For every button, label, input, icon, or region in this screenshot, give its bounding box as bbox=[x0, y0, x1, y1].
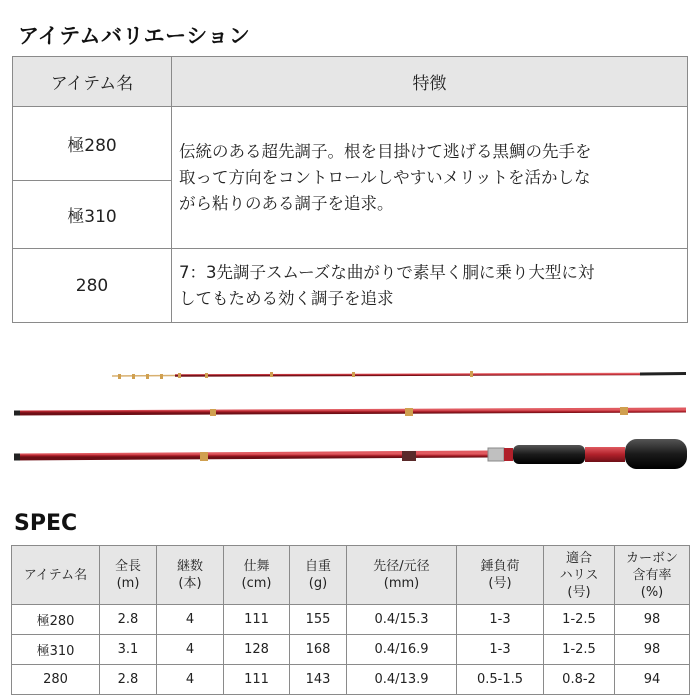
spec-cell: 2.8 bbox=[100, 665, 157, 695]
desc-line: 取って方向をコントロールしやすいメリットを活かしな bbox=[179, 167, 591, 187]
spec-cell: 2.8 bbox=[100, 605, 157, 635]
col-item-name: アイテム名 bbox=[13, 57, 172, 107]
spec-heading: SPEC bbox=[14, 511, 78, 536]
variation-row bbox=[13, 249, 688, 323]
desc-line: してもためる効く調子を追求 bbox=[179, 288, 394, 308]
item-name: 極280 bbox=[13, 107, 172, 181]
spec-col-carbon: カーボン 含有率 (%) bbox=[615, 546, 690, 605]
spec-row bbox=[12, 635, 690, 665]
spec-table bbox=[11, 545, 690, 695]
spec-cell: 4 bbox=[157, 665, 224, 695]
rod-tip-section bbox=[112, 371, 686, 379]
spec-cell: 0.4/15.3 bbox=[347, 605, 457, 635]
spec-col-diameter: 先径/元径 (mm) bbox=[347, 546, 457, 605]
spec-col-leader: 適合 ハリス (号) bbox=[544, 546, 615, 605]
spec-cell: 0.5-1.5 bbox=[457, 665, 544, 695]
spec-col-item-name: アイテム名 bbox=[12, 546, 100, 605]
spec-cell: 4 bbox=[157, 605, 224, 635]
rod-butt-section bbox=[14, 439, 687, 469]
spec-cell: 111 bbox=[224, 605, 290, 635]
rod-image bbox=[0, 360, 700, 470]
col-feature: 特徴 bbox=[172, 57, 688, 107]
desc-line: 7：3先調子スムーズな曲がりで素早く胴に乗り大型に対 bbox=[179, 262, 595, 282]
spec-cell: 111 bbox=[224, 665, 290, 695]
spec-cell: 128 bbox=[224, 635, 290, 665]
feature-description bbox=[172, 249, 688, 323]
spec-cell: 0.4/13.9 bbox=[347, 665, 457, 695]
variation-heading: アイテムバリエーション bbox=[18, 24, 251, 48]
rod-middle-section bbox=[14, 407, 686, 416]
spec-cell: 4 bbox=[157, 635, 224, 665]
spec-cell: 168 bbox=[290, 635, 347, 665]
spec-row bbox=[12, 605, 690, 635]
spec-header-row bbox=[12, 546, 690, 605]
spec-cell: 極280 bbox=[12, 605, 100, 635]
spec-cell: 155 bbox=[290, 605, 347, 635]
spec-col-sections: 継数 (本) bbox=[157, 546, 224, 605]
spec-col-closed-length: 仕舞 (cm) bbox=[224, 546, 290, 605]
variation-header-row bbox=[13, 57, 688, 107]
spec-col-weight: 自重 (g) bbox=[290, 546, 347, 605]
spec-col-length: 全長 (m) bbox=[100, 546, 157, 605]
feature-description bbox=[172, 107, 688, 249]
spec-cell: 1-3 bbox=[457, 605, 544, 635]
item-name: 極310 bbox=[13, 181, 172, 249]
spec-cell: 0.8-2 bbox=[544, 665, 615, 695]
variation-table bbox=[12, 56, 688, 323]
spec-col-sinker-load: 錘負荷 (号) bbox=[457, 546, 544, 605]
desc-line: 伝統のある超先調子。根を目掛けて逃げる黒鯛の先手を bbox=[179, 141, 592, 161]
spec-cell: 280 bbox=[12, 665, 100, 695]
spec-cell: 94 bbox=[615, 665, 690, 695]
spec-cell: 98 bbox=[615, 635, 690, 665]
spec-cell: 3.1 bbox=[100, 635, 157, 665]
spec-cell: 0.4/16.9 bbox=[347, 635, 457, 665]
spec-cell: 98 bbox=[615, 605, 690, 635]
spec-row bbox=[12, 665, 690, 695]
spec-cell: 1-2.5 bbox=[544, 605, 615, 635]
spec-cell: 1-2.5 bbox=[544, 635, 615, 665]
spec-cell: 143 bbox=[290, 665, 347, 695]
variation-row bbox=[13, 107, 688, 181]
desc-line: がら粘りのある調子を追求。 bbox=[179, 193, 394, 213]
item-name: 280 bbox=[13, 249, 172, 323]
spec-cell: 極310 bbox=[12, 635, 100, 665]
spec-cell: 1-3 bbox=[457, 635, 544, 665]
